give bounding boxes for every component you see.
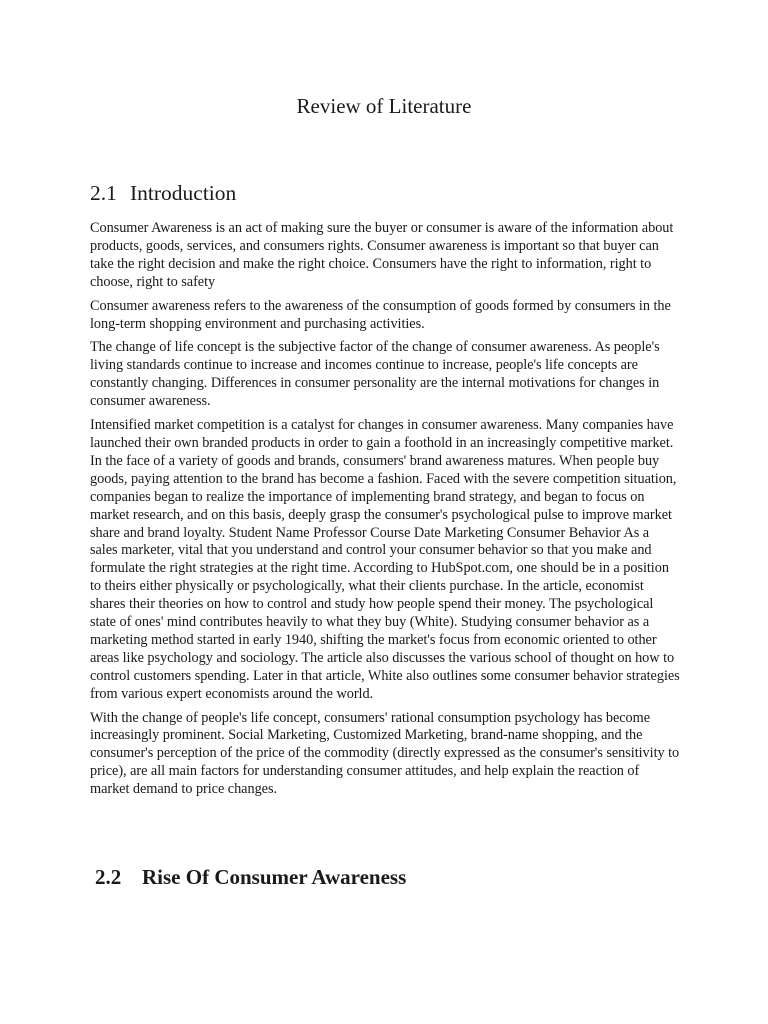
paragraph: Intensified market competition is a catalyst for changes in consumer awareness. Many companies have launched their own branded products in order to gain a foothold in an increasingly competitive market. In the face of a variety of goods and brands, consumers' brand awareness matures. When people buy goods, paying attention to the brand has become a fashion. Faced with the severe competition situation, companies began to realize the importance of implementing brand strategy, and began to focus on market research, and on this basis, deeply grasp the consumer's psychological pulse to improve market share and brand loyalty. Student Name Professor Course Date Marketing Consumer Behavior As a sales marketer, vital that you understand and control your consumer behavior so that you make and formulate the right strategies at the right time. According to HubSpot.com, one should be in a position to theirs either physically or psychologically, what their clients purchase. In the article, economist shares their theories on how to control and study how people spend their money. The psychological state of ones' mind contributes heavily to what they buy (White). Studying consumer behavior as a marketing method started in early 1940, shifting the market's focus from economic oriented to other areas like psychology and sociology. The article also discusses the various school of thought on how to control customers spending. Later in that article, White also outlines some consumer behavior strategies from various expert economists around the world. [90,417,680,702]
paragraph: The change of life concept is the subjective factor of the change of consumer awareness. As people's living standards continue to increase and incomes continue to increase, people's life concepts are constantly changing. Differences in consumer personality are the internal motivations for changes in consumer awareness. [90,339,660,410]
paragraph: Consumer Awareness is an act of making sure the buyer or consumer is aware of the information about products, goods, services, and consumers rights. Consumer awareness is important so that buyer can take the right decision and make the right choice. Consumers have the right to information, right to choose, right to safety [90,220,674,290]
section-number: 2.2 [95,865,122,889]
document-title: Review of Literature [296,94,472,118]
section-number: 2.1 [90,181,117,205]
paragraph: Consumer awareness refers to the awareness of the consumption of goods formed by consumers in the long-term shopping environment and purchasing activities. [90,297,671,332]
paragraph: With the change of people's life concept, consumers' rational consumption psychology has become increasingly prominent. Social Marketing, Customized Marketing, brand-name shopping, and the consumer's perception of the price of the commodity (directly expressed as the consumer's sensitivity to price), are all main factors for understanding consumer attitudes, and help explain the reaction of market demand to price changes. [90,709,680,798]
section-heading-rise-of-consumer-awareness [95,863,406,891]
section-title: Introduction [130,181,237,205]
section-title: Rise Of Consumer Awareness [142,865,407,889]
section-heading-introduction [90,179,236,207]
introduction-body [90,220,680,805]
